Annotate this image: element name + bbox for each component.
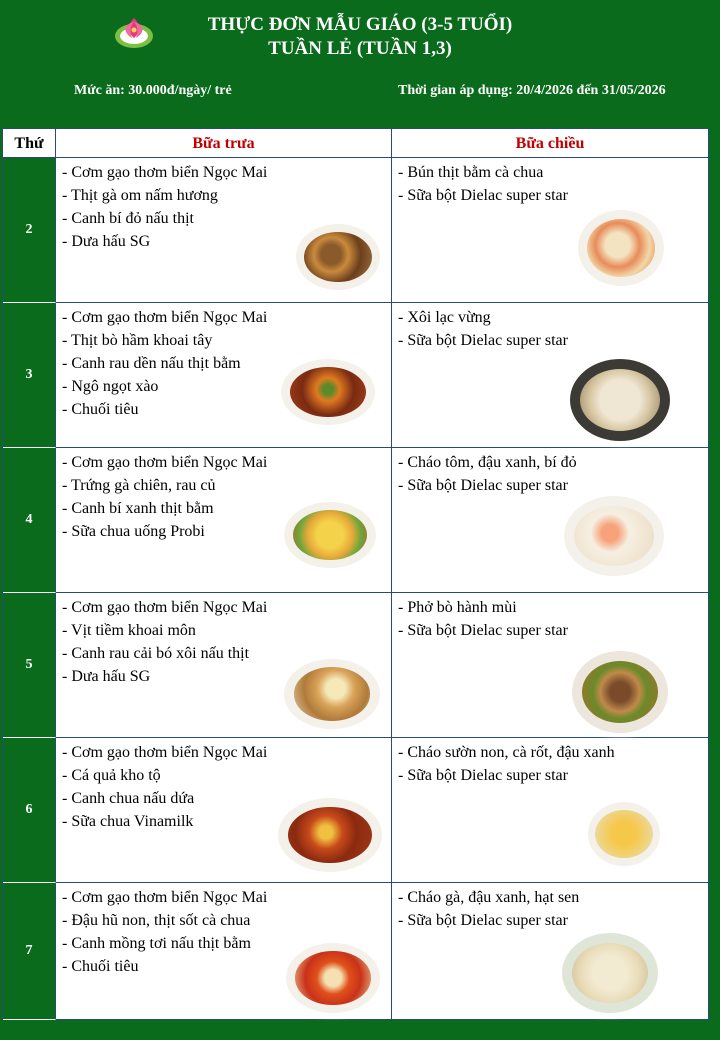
lunch-item: - Trứng gà chiên, rau củ	[62, 477, 216, 494]
column-header-lunch: Bữa trưa	[56, 129, 392, 158]
table-row	[3, 883, 708, 1020]
lunch-item: - Chuối tiêu	[62, 958, 139, 975]
afternoon-cell	[392, 303, 708, 448]
lunch-cell	[56, 738, 392, 883]
afternoon-cell	[392, 448, 708, 593]
sticky-rice-peanut-image	[570, 359, 670, 441]
lunch-item: - Cơm gạo thơm biển Ngọc Mai	[62, 889, 268, 906]
afternoon-cell	[392, 738, 708, 883]
duck-taro-stew-image	[284, 659, 380, 729]
tofu-tomato-sauce-image	[286, 943, 380, 1013]
day-label: 2	[3, 158, 56, 303]
beef-pho-image	[572, 651, 668, 733]
tomato-noodle-soup-image	[578, 210, 664, 286]
applied-period: Thời gian áp dụng: 20/4/2026 đến 31/05/2026	[398, 83, 666, 98]
afternoon-item: - Sữa bột Dielac super star	[398, 622, 568, 639]
lunch-item: - Thịt bò hầm khoai tây	[62, 332, 213, 349]
lunch-cell	[56, 158, 392, 303]
lunch-item: - Cơm gạo thơm biển Ngọc Mai	[62, 599, 268, 616]
lunch-item: - Canh chua nấu dứa	[62, 790, 195, 807]
shrimp-porridge-image	[564, 496, 664, 576]
braised-fish-image	[278, 798, 382, 872]
lunch-item: - Cơm gạo thơm biển Ngọc Mai	[62, 744, 268, 761]
afternoon-item: - Sữa bột Dielac super star	[398, 187, 568, 204]
lunch-item: - Canh rau dền nấu thịt bằm	[62, 355, 241, 372]
table-row	[3, 738, 708, 883]
lunch-cell	[56, 303, 392, 448]
column-header-afternoon: Bữa chiều	[392, 129, 708, 158]
menu-footer-band	[0, 1020, 720, 1040]
day-label: 3	[3, 303, 56, 448]
afternoon-cell	[392, 883, 708, 1020]
lunch-item: - Ngô ngọt xào	[62, 378, 159, 395]
lunch-item: - Cá quả kho tộ	[62, 767, 161, 784]
lunch-item: - Thịt gà om nấm hương	[62, 187, 218, 204]
afternoon-item: - Bún thịt bằm cà chua	[398, 164, 544, 181]
table-row	[3, 158, 708, 303]
table-row	[3, 303, 708, 448]
afternoon-item: - Cháo sườn non, cà rốt, đậu xanh	[398, 744, 615, 761]
lunch-cell	[56, 593, 392, 738]
lunch-item: - Sữa chua Vinamilk	[62, 813, 194, 830]
day-label: 6	[3, 738, 56, 883]
lunch-item: - Dưa hấu SG	[62, 233, 151, 250]
day-label: 7	[3, 883, 56, 1020]
lunch-item: - Canh rau cải bó xôi nấu thịt	[62, 645, 250, 662]
meal-rate: Mức ăn: 30.000đ/ngày/ trẻ	[74, 83, 232, 98]
chicken-porridge-image	[562, 933, 658, 1013]
egg-vegetable-fry-image	[284, 502, 376, 568]
menu-subtitle: TUẦN LẺ (TUẦN 1,3)	[268, 38, 452, 59]
table-row	[3, 448, 708, 593]
lunch-item: - Cơm gạo thơm biển Ngọc Mai	[62, 309, 268, 326]
afternoon-item: - Cháo tôm, đậu xanh, bí đỏ	[398, 454, 577, 471]
afternoon-item: - Xôi lạc vừng	[398, 309, 491, 326]
lunch-item: - Canh bí xanh thịt bằm	[62, 500, 214, 517]
day-label: 4	[3, 448, 56, 593]
lunch-item: - Canh bí đỏ nấu thịt	[62, 210, 194, 227]
day-label: 5	[3, 593, 56, 738]
lunch-item: - Cơm gạo thơm biển Ngọc Mai	[62, 454, 268, 471]
lunch-item: - Canh mồng tơi nấu thịt bằm	[62, 935, 251, 952]
lunch-item: - Chuối tiêu	[62, 401, 139, 418]
lunch-item: - Dưa hấu SG	[62, 668, 151, 685]
lunch-cell	[56, 448, 392, 593]
afternoon-item: - Sữa bột Dielac super star	[398, 912, 568, 929]
lunch-cell	[56, 883, 392, 1020]
lunch-item: - Vịt tiềm khoai môn	[62, 622, 196, 639]
afternoon-cell	[392, 593, 708, 738]
afternoon-item: - Sữa bột Dielac super star	[398, 332, 568, 349]
afternoon-cell	[392, 158, 708, 303]
table-row	[3, 593, 708, 738]
afternoon-item: - Sữa bột Dielac super star	[398, 477, 568, 494]
afternoon-item: - Cháo gà, đậu xanh, hạt sen	[398, 889, 580, 906]
lunch-item: - Đậu hũ non, thịt sốt cà chua	[62, 912, 251, 929]
chicken-mushroom-dish-image	[296, 224, 380, 290]
afternoon-item: - Phở bò hành mùi	[398, 599, 517, 616]
beef-stew-image	[281, 359, 375, 425]
lunch-item: - Sữa chua uống Probi	[62, 523, 205, 540]
menu-title: THỰC ĐƠN MẪU GIÁO (3-5 TUỔI)	[207, 14, 513, 35]
menu-header	[0, 0, 720, 128]
column-header-day: Thứ	[3, 129, 56, 158]
lunch-item: - Cơm gạo thơm biển Ngọc Mai	[62, 164, 268, 181]
pork-rib-porridge-image	[588, 802, 660, 866]
afternoon-item: - Sữa bột Dielac super star	[398, 767, 568, 784]
menu-table	[2, 128, 709, 1020]
